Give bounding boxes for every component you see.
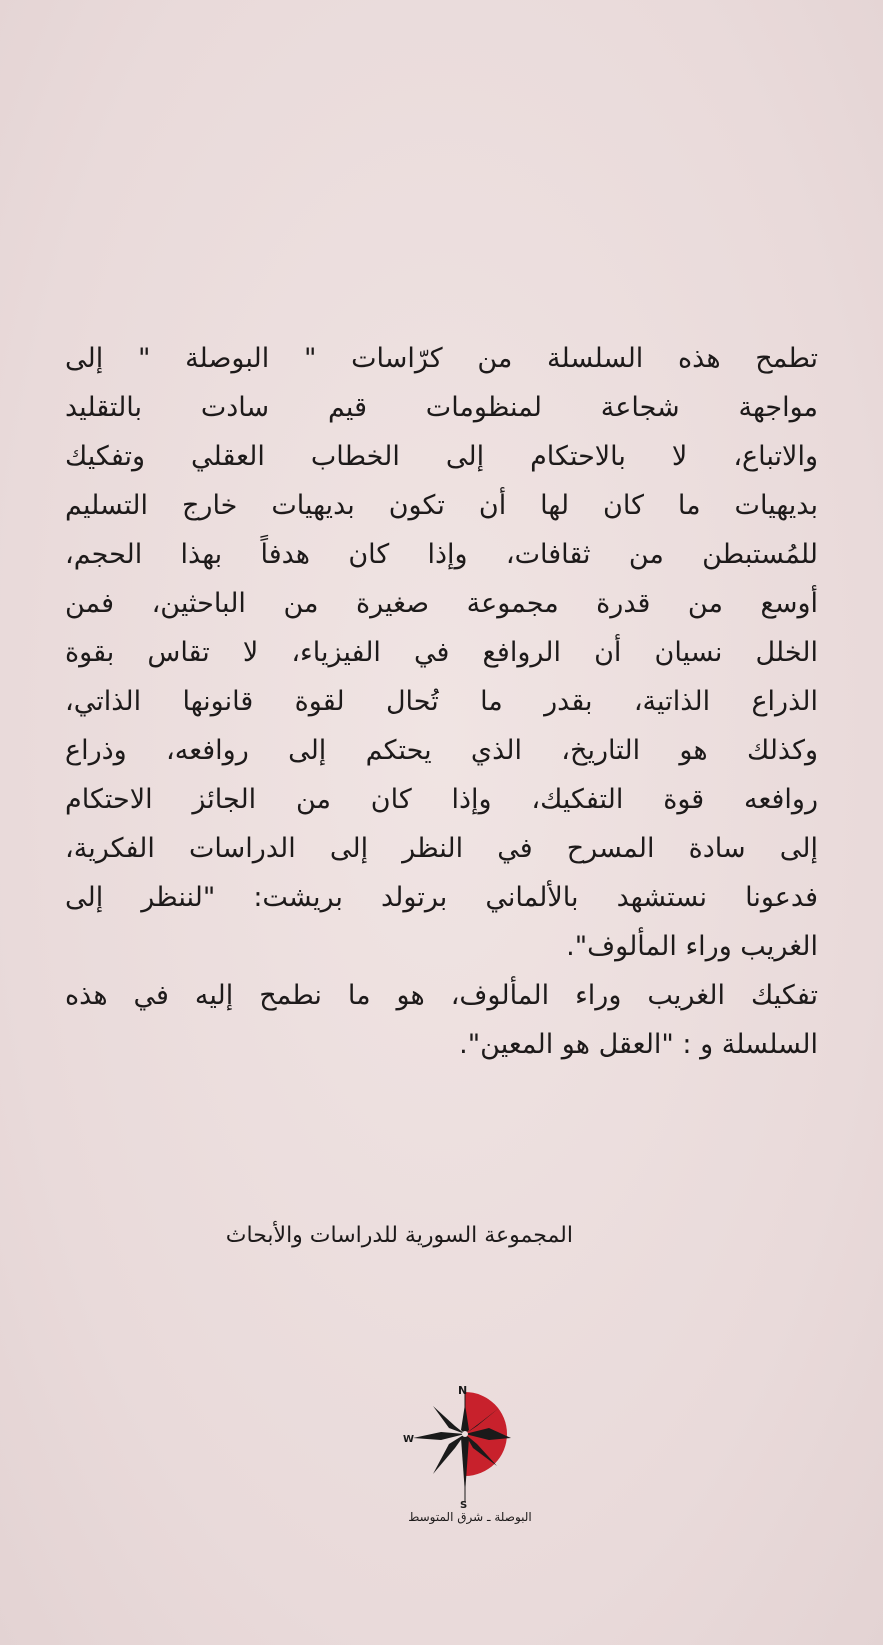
blurb-line: والاتباع، لا بالاحتكام إلى الخطاب العقلي وتفكيك (65, 441, 818, 472)
south-label: S (460, 1500, 468, 1511)
blurb-line: السلسلة و : "العقل هو المعين". (459, 1029, 818, 1060)
series-blurb (65, 334, 818, 1069)
compass-rose-icon (403, 1382, 543, 1512)
north-label: N (458, 1384, 468, 1397)
blurb-line: مواجهة شجاعة لمنظومات قيم سادت بالتقليد (65, 392, 818, 423)
blurb-line: إلى سادة المسرح في النظر إلى الدراسات الفكرية، (65, 833, 818, 864)
blurb-line: فدعونا نستشهد بالألماني برتولد بريشت: "لننظر إلى (65, 882, 818, 913)
blurb-line: الخلل نسيان أن الروافع في الفيزياء، لا تقاس بقوة (65, 637, 818, 668)
publisher-name: البوصلة ـ شرق المتوسط (408, 1510, 532, 1524)
west-label: W (403, 1434, 415, 1445)
blurb-line: أوسع من قدرة مجموعة صغيرة من الباحثين، فمن (65, 588, 818, 619)
blurb-paragraph-2 (65, 971, 818, 1069)
blurb-line: تطمح هذه السلسلة من كرّاسات " البوصلة " إلى (65, 343, 818, 374)
blurb-line: بديهيات ما كان لها أن تكون بديهيات خارج التسليم (65, 490, 818, 521)
blurb-line: تفكيك الغريب وراء المألوف، هو ما نطمح إليه في هذه (65, 980, 818, 1011)
blurb-line: الغريب وراء المألوف". (566, 931, 818, 962)
author-signature: المجموعة السورية للدراسات والأبحاث (225, 1223, 573, 1248)
blurb-line: روافعه قوة التفكيك، وإذا كان من الجائز الاحتكام (65, 784, 818, 815)
blurb-paragraph-1 (65, 334, 818, 971)
compass-center (462, 1431, 468, 1437)
blurb-line: الذراع الذاتية، بقدر ما تُحال لقوة قانونها الذاتي، (65, 686, 818, 717)
blurb-line: وكذلك هو التاريخ، الذي يحتكم إلى روافعه، وذراع (65, 735, 818, 766)
blurb-line: للمُستبطن من ثقافات، وإذا كان هدفاً بهذا الحجم، (65, 539, 818, 570)
